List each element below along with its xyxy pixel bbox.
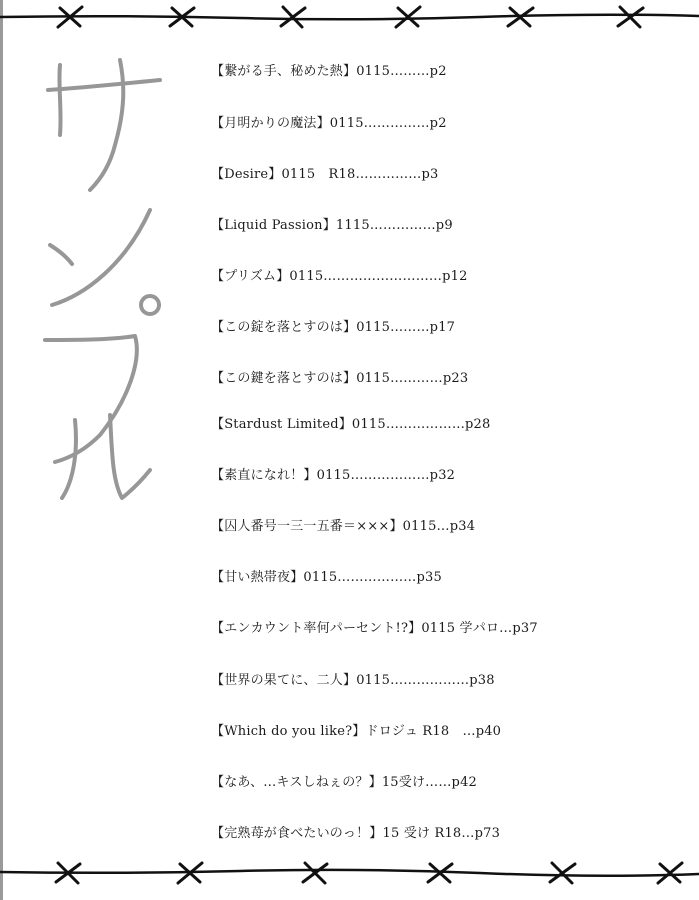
toc-entry: 【繋がる手、秘めた熱】0115………p2 (211, 64, 447, 79)
toc-entry: 【完熟苺が食べたいのっ！】15 受け R18…p73 (211, 826, 501, 841)
toc-entry: 【この鍵を落とすのは】0115…………p23 (211, 371, 469, 386)
toc-entry: 【Liquid Passion】1115……………p9 (211, 218, 453, 233)
toc-entry: 【Desire】0115 R18……………p3 (211, 167, 439, 182)
toc-entry: 【素直になれ！】0115………………p32 (211, 468, 456, 483)
toc-entry: 【Stardust Limited】0115………………p28 (211, 417, 491, 432)
toc-entry: 【月明かりの魔法】0115……………p2 (211, 116, 447, 131)
toc-entry: 【この錠を落とすのは】0115………p17 (211, 320, 456, 335)
toc-entry: 【エンカウント率何パーセント!?】0115 学パロ…p37 (211, 621, 538, 636)
toc-entry: 【なあ、…キスしねぇの？】15受け……p42 (211, 775, 478, 790)
toc-entry: 【プリズム】0115………………………p12 (211, 269, 468, 284)
barbed-wire-top (0, 2, 699, 32)
toc-entry: 【世界の果てに、二人】0115………………p38 (211, 673, 495, 688)
toc-entry: 【Which do you like?】ドロジュ R18 …p40 (211, 724, 502, 739)
page-edge-shadow (0, 0, 3, 900)
sample-scrawl-watermark (30, 40, 190, 520)
barbed-wire-bottom (0, 858, 699, 888)
toc-entry: 【囚人番号一三一五番＝×××】0115…p34 (211, 519, 476, 534)
toc-entry: 【甘い熱帯夜】0115………………p35 (211, 570, 442, 585)
